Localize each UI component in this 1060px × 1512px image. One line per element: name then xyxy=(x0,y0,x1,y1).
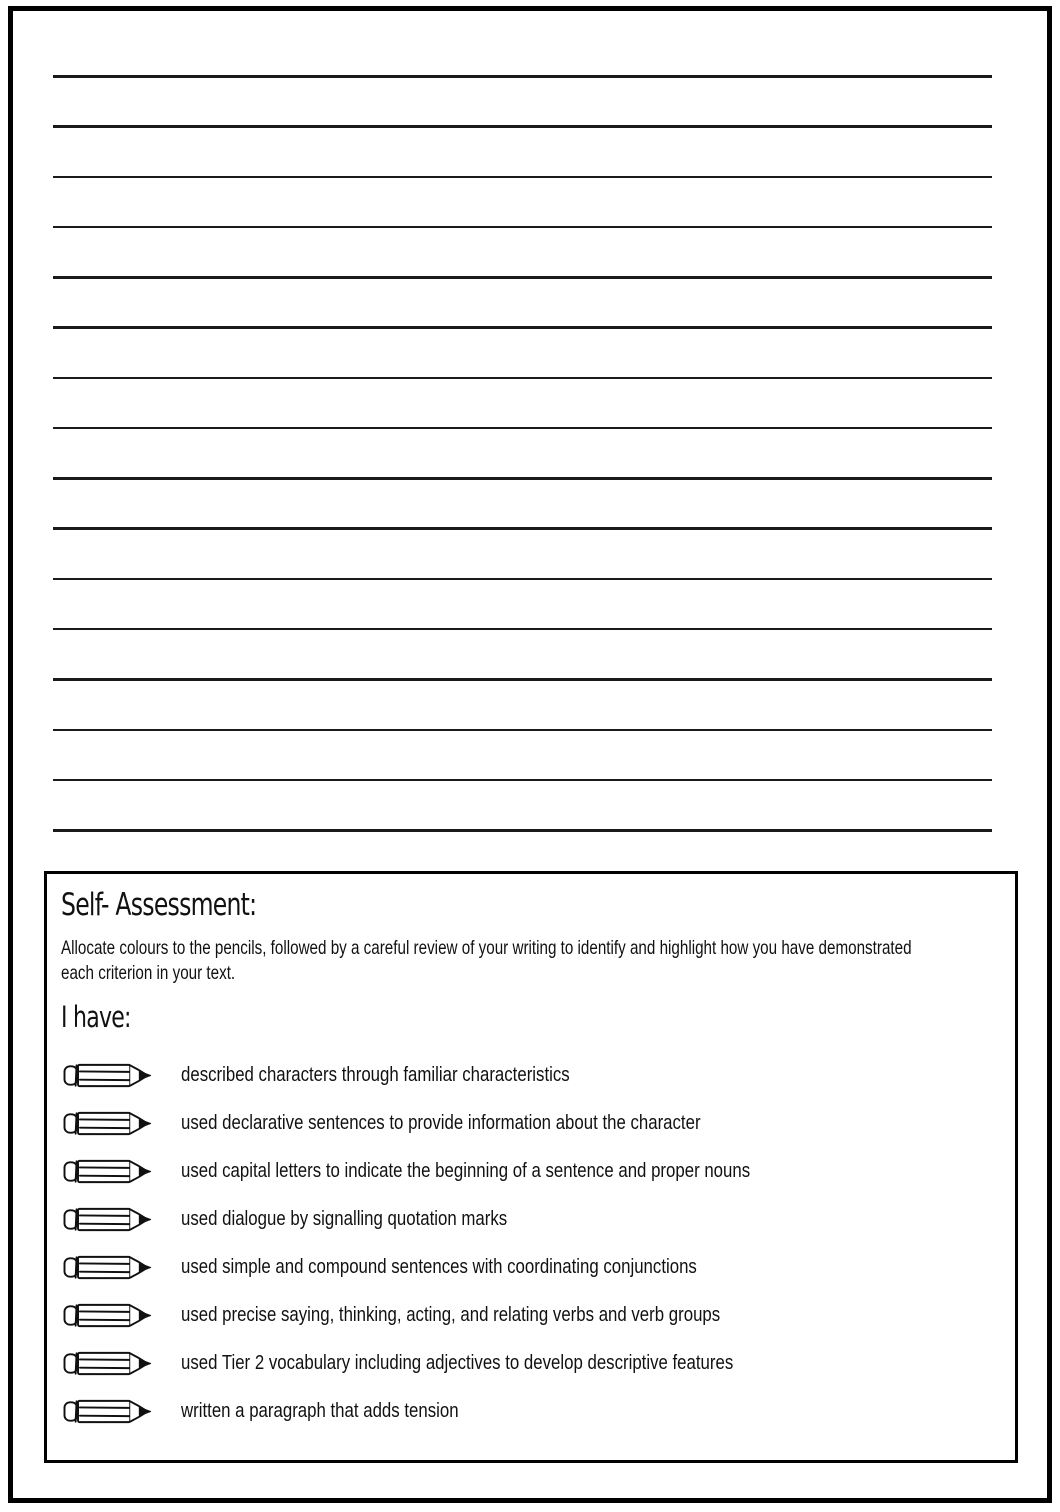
writing-line xyxy=(53,779,992,782)
pencil-icon xyxy=(61,1061,155,1090)
checklist-item xyxy=(61,1051,1001,1099)
writing-line xyxy=(53,578,992,581)
checklist-item xyxy=(61,1339,1001,1387)
pencil-icon xyxy=(61,1349,155,1378)
checklist-item-label: described characters through familiar characteristics xyxy=(181,1063,570,1086)
assessment-instructions-line2: each criterion in your text. xyxy=(61,961,236,984)
checklist-item-label: used Tier 2 vocabulary including adjectives to develop descriptive features xyxy=(181,1351,734,1374)
writing-line xyxy=(53,678,992,681)
writing-line xyxy=(53,527,992,530)
writing-line xyxy=(53,75,992,78)
writing-line xyxy=(53,176,992,179)
checklist-item-label: used capital letters to indicate the beginning of a sentence and proper nouns xyxy=(181,1159,751,1182)
checklist-item xyxy=(61,1243,1001,1291)
assessment-instructions xyxy=(61,936,1001,985)
writing-line xyxy=(53,326,992,329)
checklist-item xyxy=(61,1147,1001,1195)
writing-line xyxy=(53,477,992,480)
checklist-item xyxy=(61,1291,1001,1339)
checklist-item-label: written a paragraph that adds tension xyxy=(181,1399,459,1422)
self-assessment-title: Self- Assessment: xyxy=(61,887,257,923)
writing-line xyxy=(53,276,992,279)
pencil-icon xyxy=(61,1397,155,1426)
pencil-icon xyxy=(61,1109,155,1138)
checklist-item-label: used declarative sentences to provide information about the character xyxy=(181,1111,701,1134)
writing-line xyxy=(53,729,992,732)
section-title-row xyxy=(61,886,1001,924)
checklist-item xyxy=(61,1099,1001,1147)
pencil-icon xyxy=(61,1205,155,1234)
checklist-item xyxy=(61,1195,1001,1243)
writing-line xyxy=(53,628,992,631)
pencil-icon xyxy=(61,1253,155,1282)
pencil-icon xyxy=(61,1301,155,1330)
i-have-heading: I have: xyxy=(61,1000,131,1034)
criteria-checklist xyxy=(61,1051,1001,1435)
writing-line xyxy=(53,226,992,229)
self-assessment-box xyxy=(44,871,1018,1463)
assessment-instructions-line1: Allocate colours to the pencils, followed by a careful review of your writing to identify and highlight how you have demonstrated xyxy=(61,937,912,959)
checklist-item-label: used simple and compound sentences with coordinating conjunctions xyxy=(181,1255,697,1278)
writing-line xyxy=(53,829,992,832)
subtitle-row xyxy=(61,999,1001,1035)
writing-line xyxy=(53,427,992,430)
checklist-item-label: used precise saying, thinking, acting, and relating verbs and verb groups xyxy=(181,1303,721,1326)
checklist-item-label: used dialogue by signalling quotation marks xyxy=(181,1207,508,1230)
writing-line xyxy=(53,377,992,380)
checklist-item xyxy=(61,1387,1001,1435)
writing-line xyxy=(53,125,992,128)
pencil-icon xyxy=(61,1157,155,1186)
